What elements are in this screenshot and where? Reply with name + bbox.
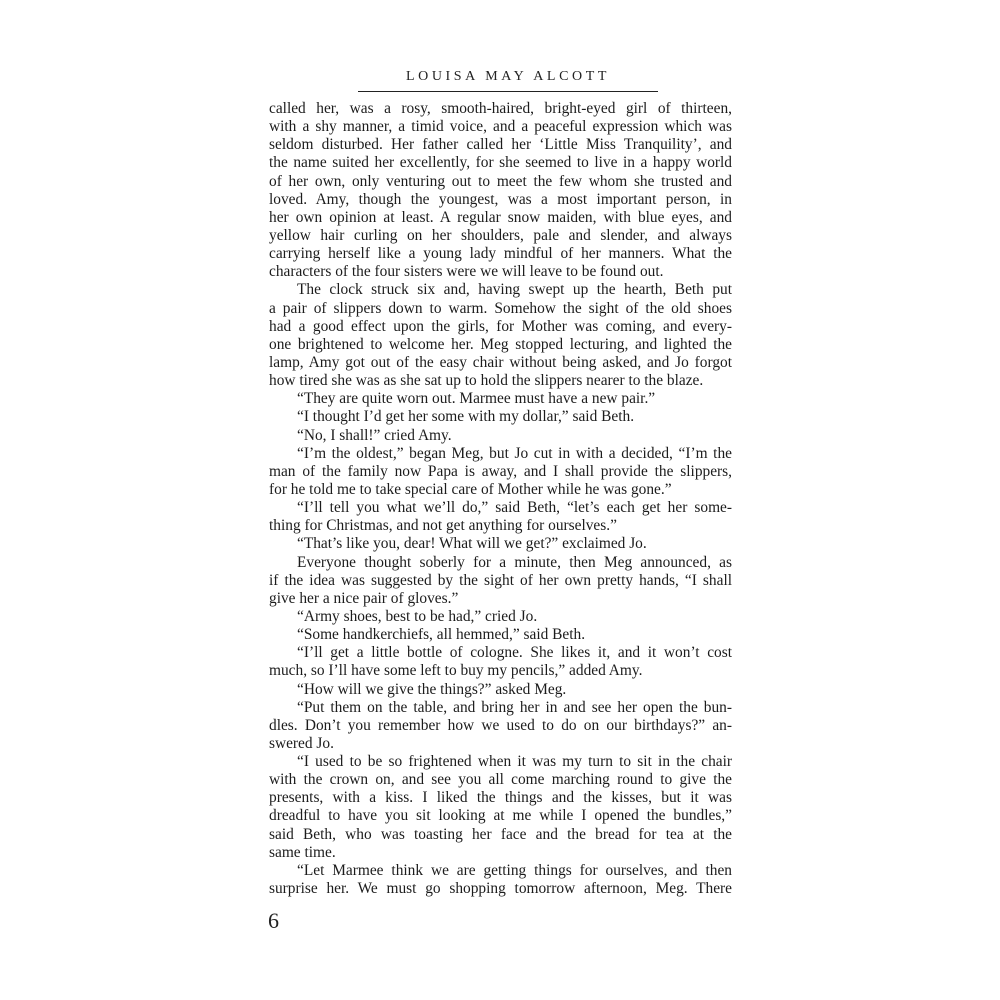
body-text bbox=[269, 100, 732, 898]
text-line: with a shy manner, a timid voice, and a peaceful expression which was bbox=[269, 118, 732, 136]
text-line: carrying herself like a young lady mindful of her manners. What the bbox=[269, 245, 732, 263]
text-line: Everyone thought soberly for a minute, then Meg announced, as bbox=[297, 553, 732, 571]
text-line: much, so I’ll have some left to buy my pencils,” added Amy. bbox=[269, 662, 643, 680]
text-line: give her a nice pair of gloves.” bbox=[269, 589, 459, 607]
text-line: characters of the four sisters were we will leave to be found out. bbox=[269, 263, 664, 281]
text-line: yellow hair curling on her shoulders, pale and slender, and always bbox=[269, 226, 732, 244]
text-line: “No, I shall!” cried Amy. bbox=[297, 426, 452, 444]
text-line: said Beth, who was toasting her face and the bread for tea at the bbox=[269, 825, 732, 843]
text-line: “I’ll get a little bottle of cologne. She likes it, and it won’t cost bbox=[297, 644, 732, 662]
text-line: dles. Don’t you remember how we used to do on our birthdays?” an- bbox=[269, 716, 732, 734]
text-line: “I thought I’d get her some with my dollar,” said Beth. bbox=[297, 408, 635, 426]
text-line: “I used to be so frightened when it was my turn to sit in the chair bbox=[297, 753, 732, 771]
text-line: surprise her. We must go shopping tomorrow afternoon, Meg. There bbox=[269, 880, 732, 898]
text-line: The clock struck six and, having swept up the hearth, Beth put bbox=[297, 281, 732, 299]
text-line: “Some handkerchiefs, all hemmed,” said Beth. bbox=[297, 626, 586, 644]
text-line: of her own, only venturing out to meet the few whom she trusted and bbox=[269, 172, 732, 190]
text-line: “Let Marmee think we are getting things for ourselves, and then bbox=[297, 861, 732, 879]
text-line: loved. Amy, though the youngest, was a most important person, in bbox=[269, 190, 732, 208]
text-line: seldom disturbed. Her father called her ‘Little Miss Tranquility’, and bbox=[269, 136, 732, 154]
text-line: for he told me to take special care of Mother while he was gone.” bbox=[269, 480, 672, 498]
text-line: “Put them on the table, and bring her in and see her open the bun- bbox=[297, 698, 732, 716]
text-line: “That’s like you, dear! What will we get?” exclaimed Jo. bbox=[297, 535, 647, 553]
text-line: same time. bbox=[269, 843, 336, 861]
header-rule bbox=[358, 91, 658, 92]
text-line: one brightened to welcome her. Meg stopped lecturing, and lighted the bbox=[269, 335, 732, 353]
text-line: “I’ll tell you what we’ll do,” said Beth, “let’s each get her some- bbox=[297, 499, 732, 517]
text-line: her own opinion at least. A regular snow maiden, with blue eyes, and bbox=[269, 208, 732, 226]
text-line: “How will we give the things?” asked Meg. bbox=[297, 680, 567, 698]
text-line: if the idea was suggested by the sight of her own pretty hands, “I shall bbox=[269, 571, 732, 589]
text-line: man of the family now Papa is away, and I shall provide the slippers, bbox=[269, 462, 732, 480]
text-line: dreadful to have you sit looking at me while I opened the bundles,” bbox=[269, 807, 732, 825]
text-line: thing for Christmas, and not get anything for ourselves.” bbox=[269, 517, 617, 535]
text-line: the name suited her excellently, for she seemed to live in a happy world bbox=[269, 154, 732, 172]
text-line: with the crown on, and see you all come marching round to give the bbox=[269, 771, 732, 789]
text-line: called her, was a rosy, smooth-haired, bright-eyed girl of thirteen, bbox=[269, 100, 732, 117]
text-line: a pair of slippers down to warm. Somehow the sight of the old shoes bbox=[269, 299, 732, 317]
text-line: swered Jo. bbox=[269, 734, 334, 752]
text-line: “Army shoes, best to be had,” cried Jo. bbox=[297, 607, 538, 625]
page-number: 6 bbox=[268, 908, 279, 933]
text-line: presents, with a kiss. I liked the things and the kisses, but it was bbox=[269, 789, 732, 807]
text-line: “They are quite worn out. Marmee must have a new pair.” bbox=[297, 390, 656, 408]
text-line: had a good effect upon the girls, for Mother was coming, and every- bbox=[269, 317, 732, 335]
running-head: LOUISA MAY ALCOTT bbox=[405, 69, 611, 84]
text-line: “I’m the oldest,” began Meg, but Jo cut in with a decided, “I’m the bbox=[297, 444, 732, 462]
text-line: lamp, Amy got out of the easy chair without being asked, and Jo forgot bbox=[269, 353, 732, 371]
text-line: how tired she was as she sat up to hold the slippers nearer to the blaze. bbox=[269, 372, 704, 390]
